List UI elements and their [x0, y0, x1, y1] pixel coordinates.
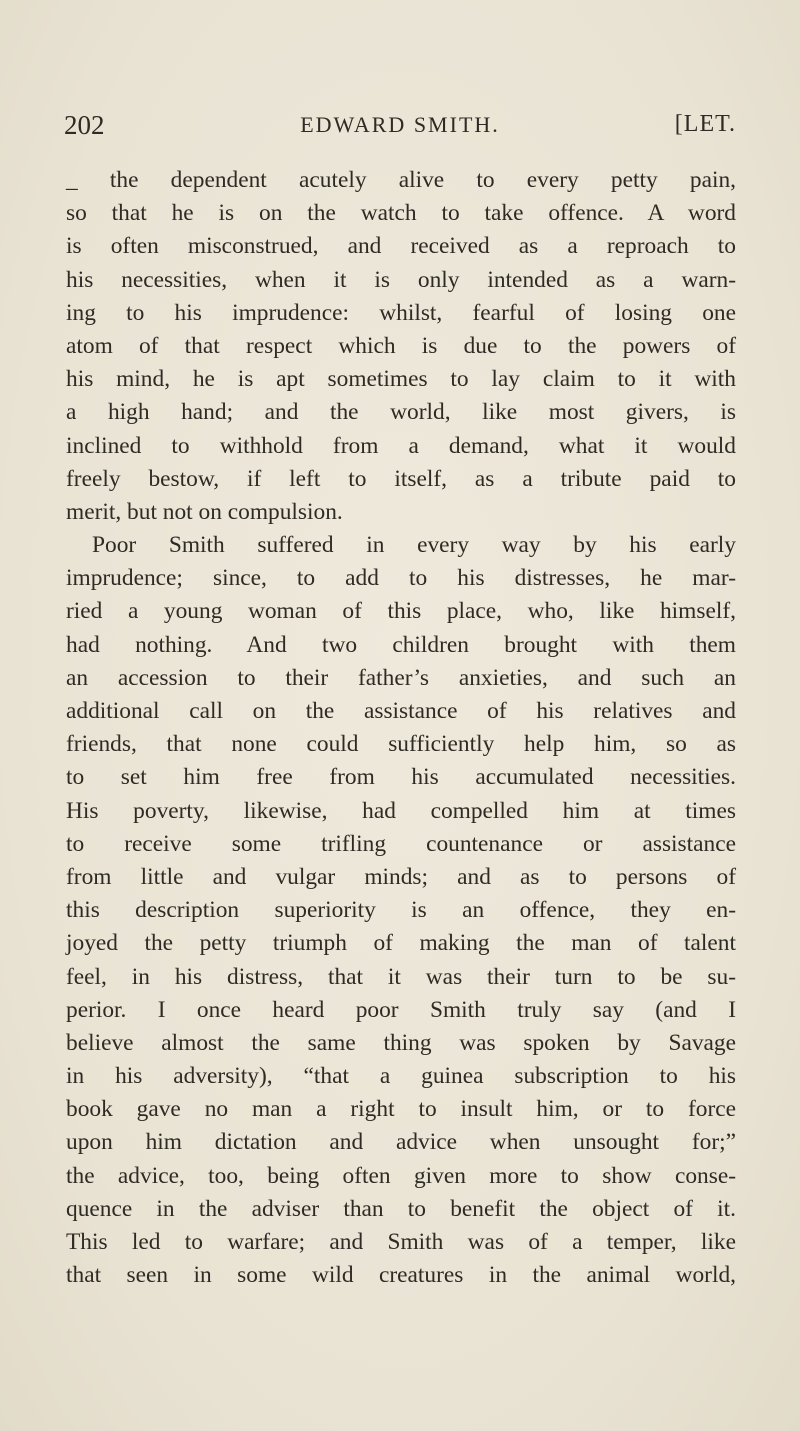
text-line: that seen in some wild creatures in the animal world,	[66, 1262, 736, 1289]
text-line: to set him free from his accumulated necessities.	[66, 764, 736, 791]
text-line: freely bestow, if left to itself, as a tribute paid to	[66, 465, 736, 492]
section-tag: [LET.	[674, 111, 736, 137]
text-line: ing to his imprudence: whilst, fearful of losing one	[66, 299, 736, 326]
text-line: joyed the petty triumph of making the man of talent	[66, 930, 736, 957]
text-line: atom of that respect which is due to the powers of	[66, 332, 736, 359]
running-title: EDWARD SMITH.	[300, 112, 500, 137]
text-line: his necessities, when it is only intended as a warn-	[66, 266, 736, 293]
text-line: believe almost the same thing was spoken by Savage	[66, 1029, 736, 1056]
text-line: friends, that none could sufficiently help him, so as	[66, 731, 736, 758]
text-line: quence in the adviser than to benefit the object of it.	[66, 1195, 736, 1222]
text-line: ried a young woman of this place, who, like himself,	[66, 598, 736, 625]
text-line: perior. I once heard poor Smith truly say (and I	[66, 996, 736, 1023]
text-line: additional call on the assistance of his relatives and	[66, 698, 736, 724]
text-line: inclined to withhold from a demand, what it would	[66, 432, 736, 459]
text-line: feel, in his distress, that it was their turn to be su-	[66, 963, 736, 990]
text-line: his mind, he is apt sometimes to lay claim to it with	[66, 366, 736, 393]
text-line: book gave no man a right to insult him, or to force	[66, 1096, 736, 1123]
text-line: in his adversity), “that a guinea subscription to his	[66, 1063, 736, 1090]
page-header	[64, 110, 736, 150]
text-line: the advice, too, being often given more to show conse-	[66, 1162, 736, 1189]
page-number: 202	[64, 110, 105, 140]
text-line: imprudence; since, to add to his distresses, he mar-	[66, 565, 736, 592]
text-line: to receive some trifling countenance or assistance	[66, 830, 736, 857]
text-line: _ the dependent acutely alive to every petty pain,	[66, 167, 736, 193]
text-line: upon him dictation and advice when unsought for;”	[66, 1129, 736, 1156]
text-line: from little and vulgar minds; and as to persons of	[66, 863, 736, 890]
text-line: so that he is on the watch to take offence. A word	[66, 200, 736, 227]
text-line: His poverty, likewise, had compelled him at times	[66, 797, 736, 824]
text-line: Poor Smith suffered in every way by his early	[92, 532, 736, 559]
text-line: is often misconstrued, and received as a reproach to	[66, 233, 736, 260]
body-text	[66, 164, 736, 1292]
text-line: this description superiority is an offence, they en-	[66, 897, 736, 924]
text-line: had nothing. And two children brought with them	[66, 631, 736, 658]
text-line: This led to warfare; and Smith was of a temper, like	[66, 1229, 736, 1255]
text-line: an accession to their father’s anxieties, and such an	[66, 664, 736, 691]
text-line: merit, but not on compulsion.	[66, 498, 343, 525]
text-line: a high hand; and the world, like most givers, is	[66, 399, 736, 426]
